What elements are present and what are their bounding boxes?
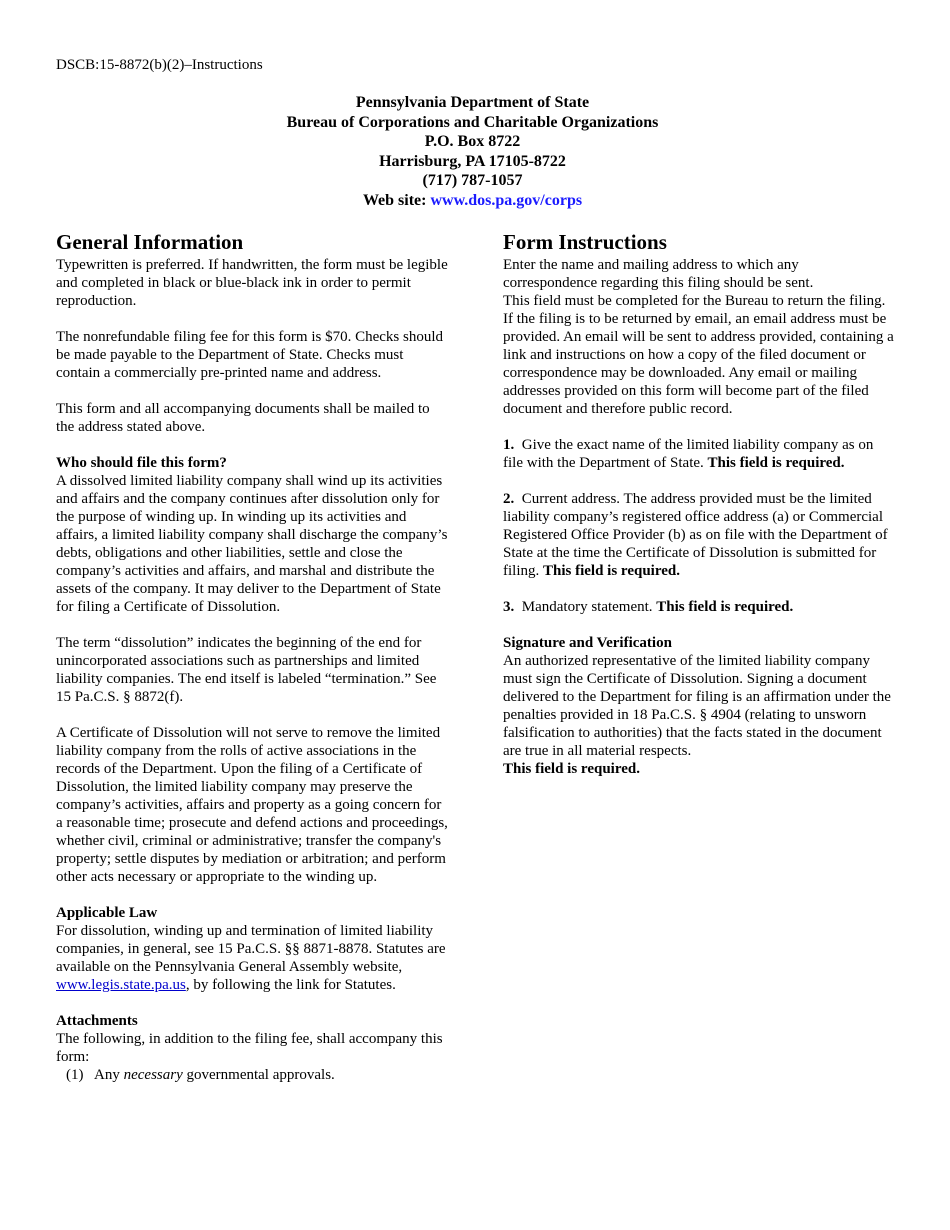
attachments-intro: The following, in addition to the filing fee, shall accompany this form: — [56, 1031, 443, 1065]
header-bureau: Bureau of Corporations and Charitable Organizations — [286, 113, 659, 131]
header-city: Harrisburg, PA 17105-8722 — [379, 152, 566, 170]
signature-paragraph: An authorized representative of the limited liability company must sign the Certificate of Dissolution. Signing a document delivered to the Department for filing is an affirmation under the penalties provided in 18 Pa.C.S. § 4904 (relating to unsworn falsification to authorities) that the facts stated in the document are true in all material respects. — [503, 653, 891, 759]
applicable-law-paragraph: For dissolution, winding up and termination of limited liability companies, in general, see 15 Pa.C.S. §§ 8871-8878. Statutes are available on the Pennsylvania General Assembly website, www.legis.state.pa.us, by following the link for Statutes. — [56, 923, 446, 993]
general-information-title: General Information — [56, 230, 244, 254]
who-should-file-paragraph: A dissolved limited liability company shall wind up its activities and affairs and the company continues after dissolution only for the purpose of winding up. In winding up its activities and affairs, a limited liability company shall discharge the company’s debts, obligations and other liabilities, settle and close the company’s activities and affairs, and marshal and distribute the assets of the company. It may deliver to the Department of State for filing a Certificate of Dissolution. — [56, 473, 448, 615]
general-information-column — [56, 230, 451, 1084]
required-note: This field is required. — [707, 455, 845, 471]
header-po-box: P.O. Box 8722 — [424, 133, 521, 150]
required-note: This field is required. — [543, 563, 680, 579]
instruction-item-2: 2. Current address. The address provided must be the limited liability company’s registered office address (a) or Commercial Registered Office Provider (b) as on file with the Department of State at the time the Certificate of Dissolution is submitted for filing. This field is required. — [503, 491, 888, 579]
who-should-file-heading: Who should file this form? — [56, 455, 227, 471]
header-website — [0, 191, 945, 211]
filing-fee-paragraph: The nonrefundable filing fee for this form is $70. Checks should be made payable to the Department of State. Checks must contain a commercially pre-printed name and address. — [56, 329, 443, 381]
attachments-heading: Attachments — [56, 1013, 138, 1029]
attachment-item: (1) Any necessary governmental approvals. — [66, 1067, 335, 1083]
website-label: Web site: — [362, 191, 427, 209]
required-note: This field is required. — [656, 599, 794, 615]
form-instructions-title: Form Instructions — [503, 230, 667, 254]
form-instructions-column — [503, 230, 895, 778]
correspondence-paragraph: Enter the name and mailing address to which any correspondence regarding this filing should be sent. — [503, 257, 814, 291]
instruction-item-1: 1. Give the exact name of the limited liability company as on file with the Department of State. This field is required. — [503, 437, 874, 471]
applicable-law-heading: Applicable Law — [56, 905, 158, 921]
certificate-effect-paragraph: A Certificate of Dissolution will not serve to remove the limited liability company from the rolls of active associations in the records of the Department. Upon the filing of a Certificate of Dissolution, the limited liability company may preserve the company’s activities, affairs and property as a going concern for a reasonable time; prosecute and defend actions and proceedings, whether civil, criminal or administrative; transfer the company's property; settle disputes by mediation or arbitration; and perform other acts necessary or appropriate to the winding up. — [56, 725, 448, 885]
return-filing-paragraph: This field must be completed for the Bureau to return the filing. If the filing is to be returned by email, an email address must be provided. An email will be sent to address provided, containing a link and instructions on how a copy of the filed document or correspondence may be downloaded. Any email or mailing addresses provided on this form will become part of the filed document and therefore public record. — [503, 293, 894, 417]
legis-website-link[interactable]: www.legis.state.pa.us — [56, 977, 186, 993]
header-phone: (717) 787-1057 — [422, 172, 523, 189]
mailing-paragraph: This form and all accompanying documents shall be mailed to the address stated above. — [56, 401, 430, 435]
form-code: DSCB:15-8872(b)(2)–Instructions — [56, 57, 263, 73]
signature-required-note: This field is required. — [503, 761, 640, 777]
agency-header — [0, 93, 945, 210]
typewritten-paragraph: Typewritten is preferred. If handwritten, the form must be legible and completed in black or blue-black ink in order to permit reproduction. — [56, 257, 448, 309]
header-department: Pennsylvania Department of State — [355, 94, 590, 111]
website-link[interactable]: www.dos.pa.gov/corps — [430, 191, 583, 209]
signature-heading: Signature and Verification — [503, 635, 672, 651]
instruction-item-3: 3. Mandatory statement. This field is required. — [503, 599, 794, 615]
dissolution-term-paragraph: The term “dissolution” indicates the beginning of the end for unincorporated associations such as partnerships and limited liability companies. The end itself is labeled “termination.” See 15 Pa.C.S. § 8872(f). — [56, 635, 437, 705]
